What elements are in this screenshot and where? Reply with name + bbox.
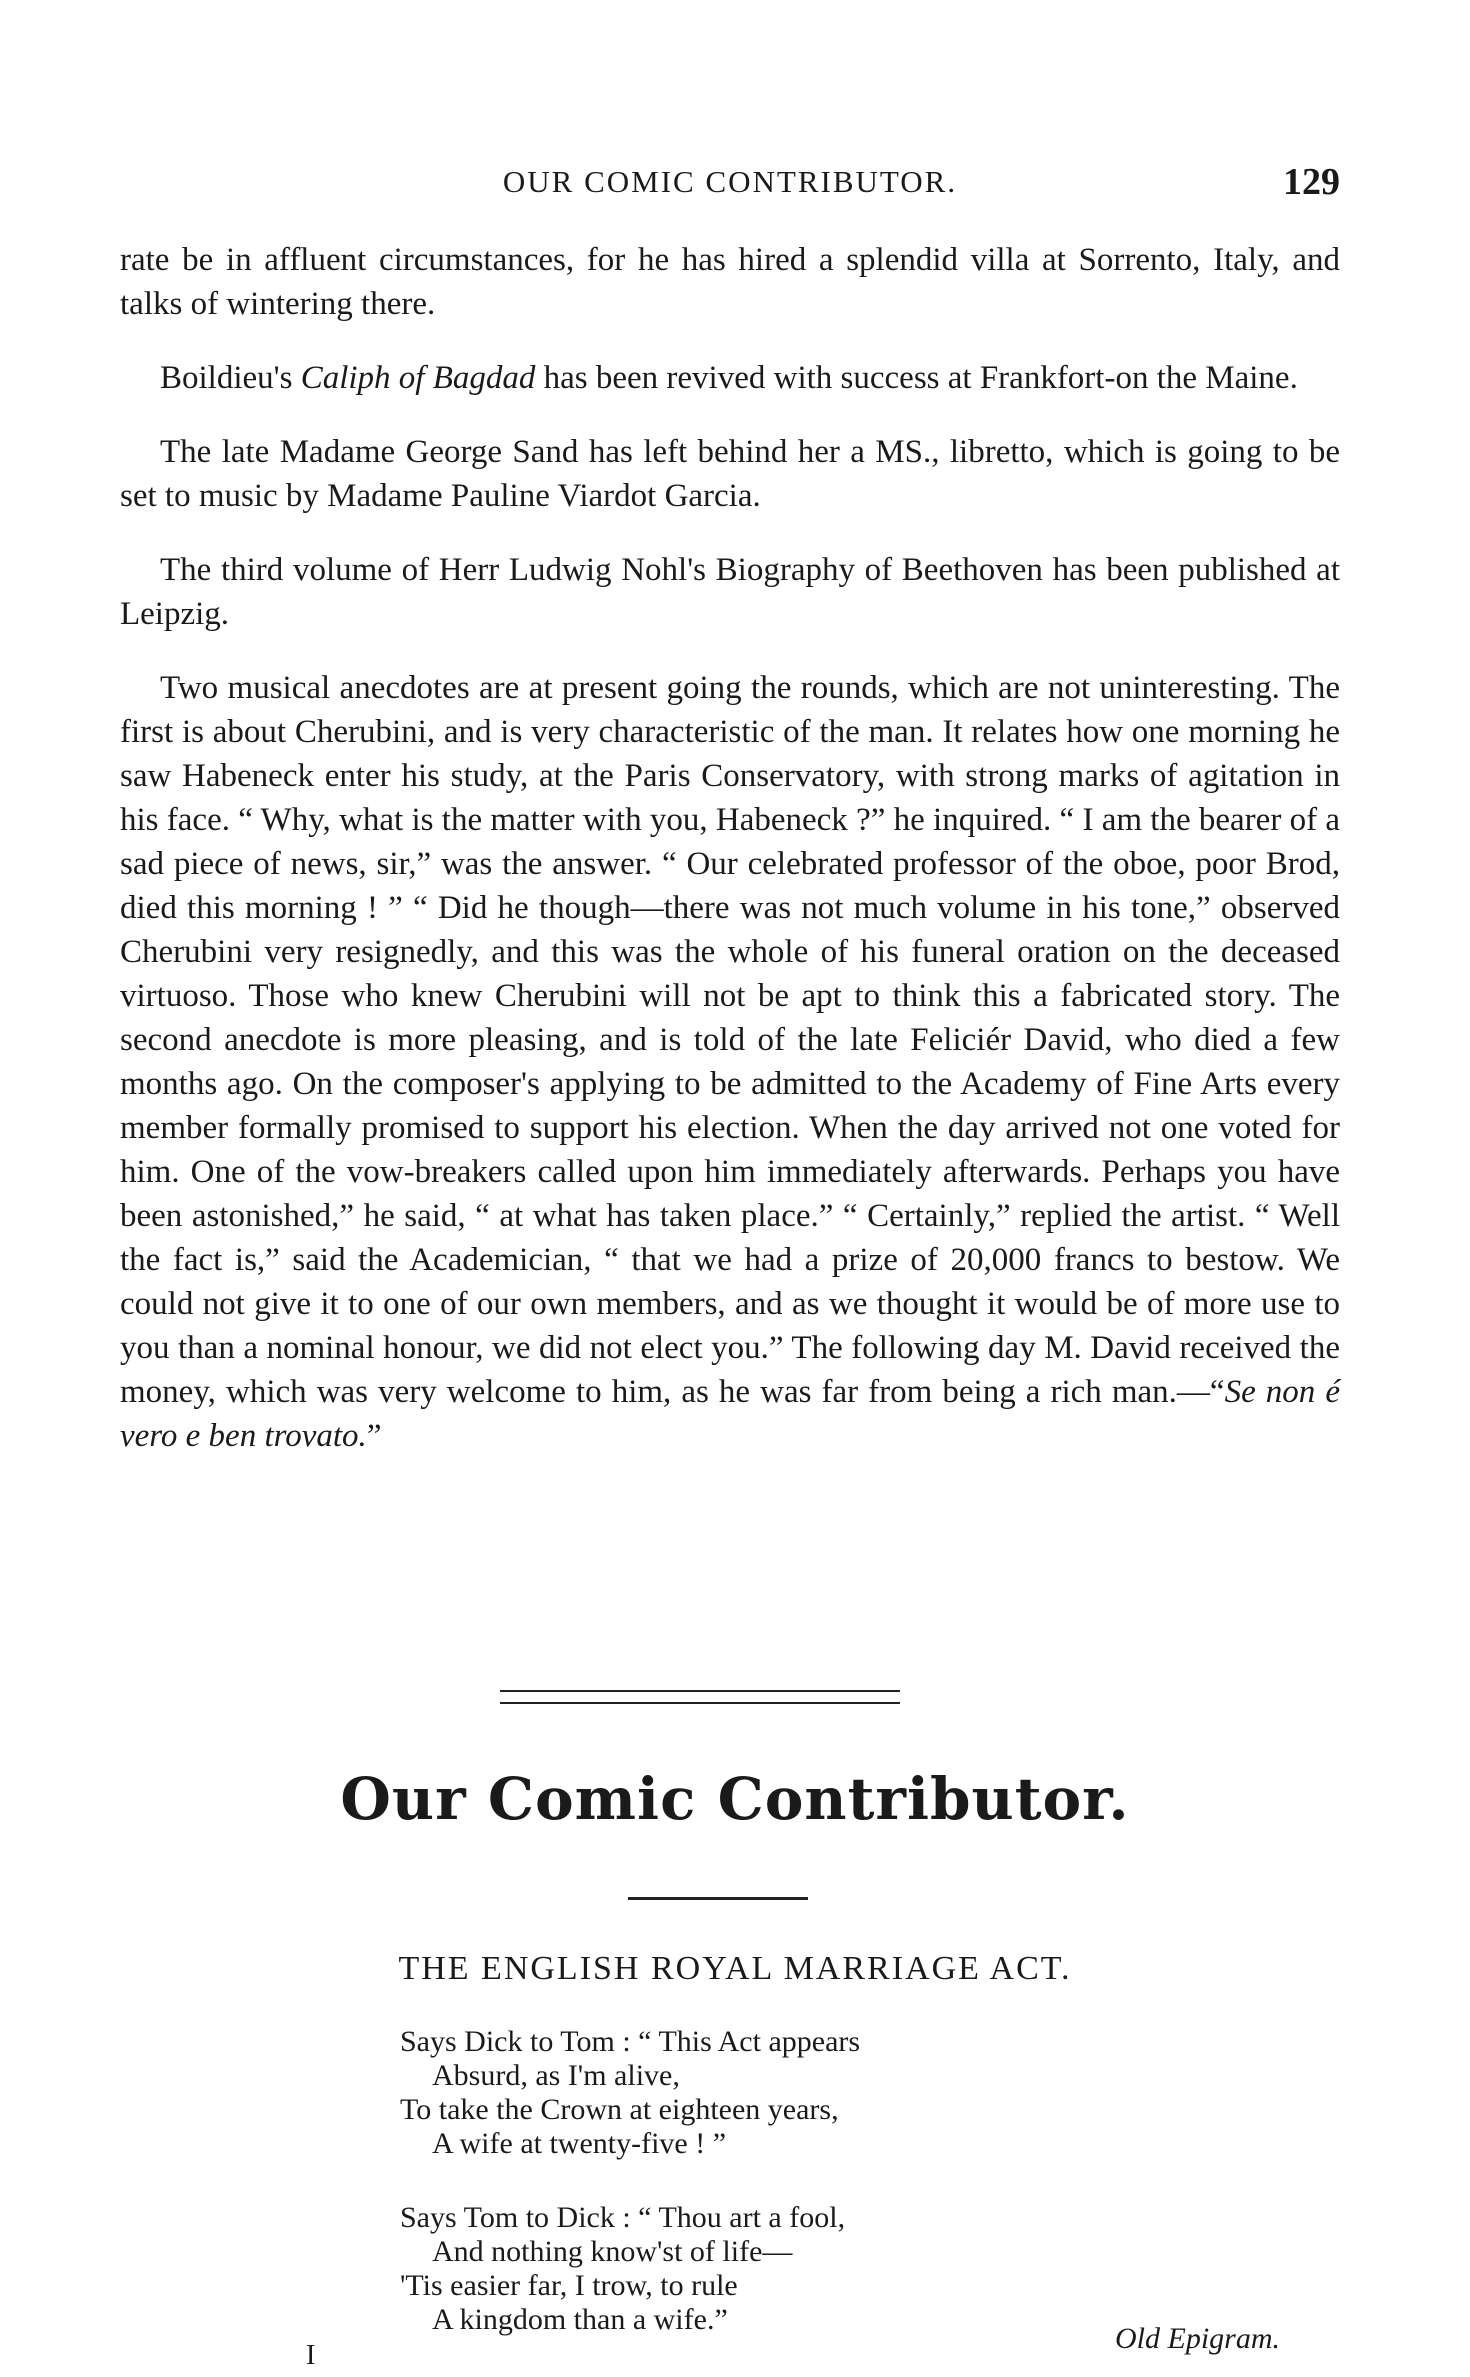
poem-title: THE ENGLISH ROYAL MARRIAGE ACT.: [398, 1950, 1072, 1987]
opera-title: Caliph of Bagdad: [300, 360, 536, 396]
body-text: [120, 238, 1340, 1458]
poem-line: To take the Crown at eighteen years,: [400, 2093, 839, 2126]
paragraph-boildieu: [120, 356, 1340, 400]
paragraph-continuation: rate be in affluent circumstances, for he has hired a splendid villa at Sorrento, Italy, and talks of wintering there.: [120, 242, 1340, 322]
running-head: [120, 160, 1340, 210]
poem-line: Says Dick to Tom : “ This Act appears: [400, 2025, 861, 2058]
anecdotes-text: Two musical anecdotes are at present going the rounds, which are not uninteresting. The first is about Cherubini, and is very characteristic of the man. It relates how one morning he saw Habeneck enter his study, at the Paris Conservatory, with strong marks of agitation in his face. “ Why, what is the matter with you, Habeneck ?” he inquired. “ I am the bearer of a sad piece of news, sir,” was the answer. “ Our celebrated professor of the oboe, poor Brod, died this morning ! ” “ Did he though—there was not much volume in his tone,” observed Cherubini very resignedly, and this was the whole of his funeral oration on the deceased virtuoso. Those who knew Cherubini will not be apt to think this a fabricated story. The second anecdote is more pleasing, and is told of the late Feliciér David, who died a few months ago. On the composer's applying to be admitted to the Academy of Fine Arts every member formally promised to support his election. When the day arrived not one voted for him. One of the vow-breakers called upon him immediately afterwards. Perhaps you have been astonished,” he said, “ at what has taken place.” “ Certainly,” replied the artist. “ Well the fact is,” said the Academician, “ that we had a prize of 20,000 francs to bestow. We could not give it to one of our own members, and as we thought it would be of more use to you than a nominal honour, we did not elect you.” The following day M. David received the money, which was very welcome to him, as he was far from being a rich man.—“: [120, 670, 1340, 1410]
poem-stanza: [400, 2201, 860, 2337]
boildieu-before: Boildieu's: [160, 360, 301, 396]
section-divider-single: [628, 1897, 808, 1900]
paragraph-nohl: The third volume of Herr Ludwig Nohl's Biography of Beethoven has been published at Leipzig.: [120, 552, 1340, 632]
poem-line: A kingdom than a wife.”: [432, 2303, 728, 2336]
poem-line: Absurd, as I'm alive,: [432, 2059, 680, 2092]
section-divider-double: [500, 1690, 900, 1704]
poem-stanza: [400, 2025, 860, 2161]
poem-line: 'Tis easier far, I trow, to rule: [400, 2269, 738, 2302]
signature-mark: I: [306, 2340, 316, 2371]
section-title: Our Comic Contributor.: [340, 1765, 1130, 1833]
poem-line: A wife at twenty-five ! ”: [432, 2127, 727, 2160]
poem-line: Says Tom to Dick : “ Thou art a fool,: [400, 2201, 846, 2234]
paragraph-anecdotes: [120, 666, 1340, 1458]
page-number: 129: [1283, 161, 1340, 203]
poem-attribution: Old Epigram.: [1115, 2322, 1280, 2355]
closing-quote-italic: Se non é vero e ben trovato.: [120, 1374, 1341, 1454]
running-title: OUR COMIC CONTRIBUTOR.: [502, 164, 958, 199]
poem-line: And nothing know'st of life—: [432, 2235, 793, 2268]
poem: [400, 2025, 860, 2377]
boildieu-after: has been revived with success at Frankfort-on the Maine.: [535, 360, 1298, 396]
paragraph-george-sand: The late Madame George Sand has left behind her a MS., libretto, which is going to be set to music by Madame Pauline Viardot Garcia.: [120, 434, 1340, 514]
closing-quote-end: ”: [366, 1418, 382, 1454]
